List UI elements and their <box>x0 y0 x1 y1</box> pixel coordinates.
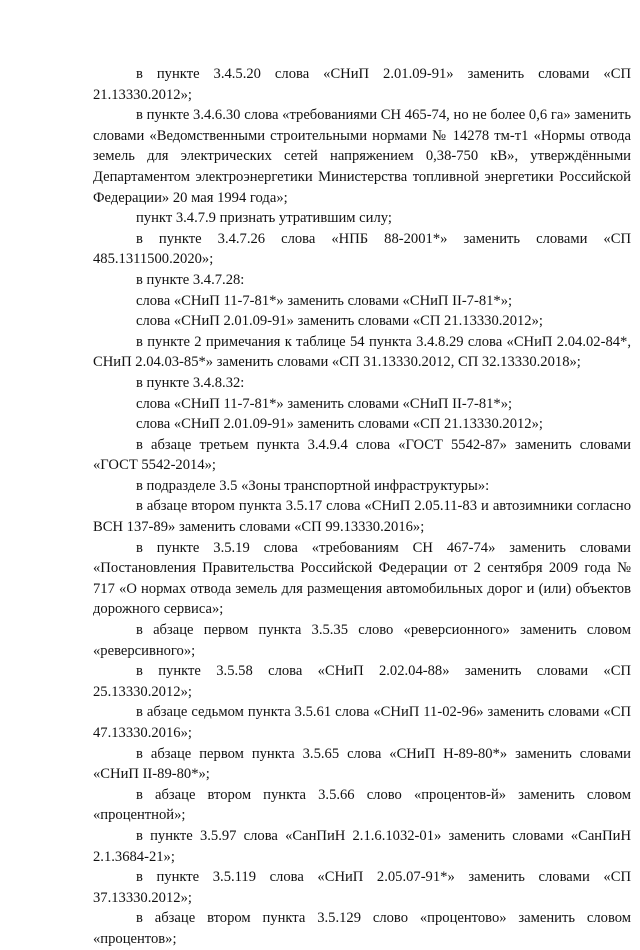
paragraph-22: в пункте 3.5.119 слова «СНиП 2.05.07-91*» заменить словами «СП 37.13330.2012»; <box>93 869 631 906</box>
paragraph-14: в абзаце втором пункта 3.5.17 слова «СНиП 2.05.11-83 и автозимники согласно ВСН 137-89» заменить словами «СП 99.13330.2016»; <box>93 498 631 536</box>
paragraph-13: в подразделе 3.5 «Зоны транспортной инфраструктуры»: <box>136 477 490 494</box>
paragraph-18: в абзаце седьмом пункта 3.5.61 слова «СНиП 11-02-96» заменить словами «СП 47.13330.2016»; <box>93 704 631 741</box>
paragraph-6: слова «СНиП 11-7-81*» заменить словами «СНиП II-7-81*»; <box>136 292 513 309</box>
paragraph-1: в пункте 3.4.5.20 слова «СНиП 2.01.09-91» заменить словами «СП 21.13330.2012»; <box>93 66 631 103</box>
paragraph-9: в пункте 3.4.8.32: <box>136 374 245 391</box>
paragraph-23: в абзаце втором пункта 3.5.129 слово «процентово» заменить словом «процентов»; <box>93 910 631 947</box>
paragraph-19: в абзаце первом пункта 3.5.65 слова «СНиП Н-89-80*» заменить словами «СНиП II-89-80*»; <box>93 745 631 783</box>
paragraph-5: в пункте 3.4.7.28: <box>136 271 245 288</box>
paragraph-21: в пункте 3.5.97 слова «СанПиН 2.1.6.1032-01» заменить словами «СанПиН 2.1.3684-21»; <box>93 827 631 865</box>
paragraph-7: слова «СНиП 2.01.09-91» заменить словами «СП 21.13330.2012»; <box>136 313 543 330</box>
paragraph-11: слова «СНиП 2.01.09-91» заменить словами «СП 21.13330.2012»; <box>136 416 543 433</box>
paragraph-16: в абзаце первом пункта 3.5.35 слово «реверсионного» заменить словом «реверсивного»; <box>93 622 631 659</box>
paragraph-17: в пункте 3.5.58 слова «СНиП 2.02.04-88» заменить словами «СП 25.13330.2012»; <box>93 663 631 700</box>
paragraph-10: слова «СНиП 11-7-81*» заменить словами «СНиП II-7-81*»; <box>136 395 513 412</box>
paragraph-8: в пункте 2 примечания к таблице 54 пункта 3.4.8.29 слова «СНиП 2.04.02-84*, СНиП 2.04.03-85*» заменить словами «СП 31.13330.2012, СП 32.13330.2018»; <box>93 333 631 371</box>
paragraph-2: в пункте 3.4.6.30 слова «требованиями СН 465-74, но не более 0,6 га» заменить словами «Ведомственными строительными нормами № 14278 тм-т1 «Нормы отвода земель для электрических сетей напряжением 0,38-750 кВ», утверждёнными Департаментом электроэнергетики Министерства топливной энергетики Российской Федерации» 20 мая 1994 года»; <box>93 107 631 206</box>
paragraph-3: пункт 3.4.7.9 признать утратившим силу; <box>136 210 392 227</box>
document-page <box>93 64 631 950</box>
paragraph-4: в пункте 3.4.7.26 слова «НПБ 88-2001*» заменить словами «СП 485.1311500.2020»; <box>93 230 631 268</box>
paragraph-15: в пункте 3.5.19 слова «требованиям СН 467-74» заменить словами «Постановления Правительства Российской Федерации от 2 сентября 2009 года № 717 «О нормах отвода земель для размещения автомобильных дорог и (или) объектов дорожного сервиса»; <box>93 539 631 618</box>
paragraph-20: в абзаце втором пункта 3.5.66 слово «процентов-й» заменить словом «процентной»; <box>93 786 631 824</box>
paragraph-12: в абзаце третьем пункта 3.4.9.4 слова «ГОСТ 5542-87» заменить словами «ГОСТ 5542-2014»; <box>93 436 631 474</box>
